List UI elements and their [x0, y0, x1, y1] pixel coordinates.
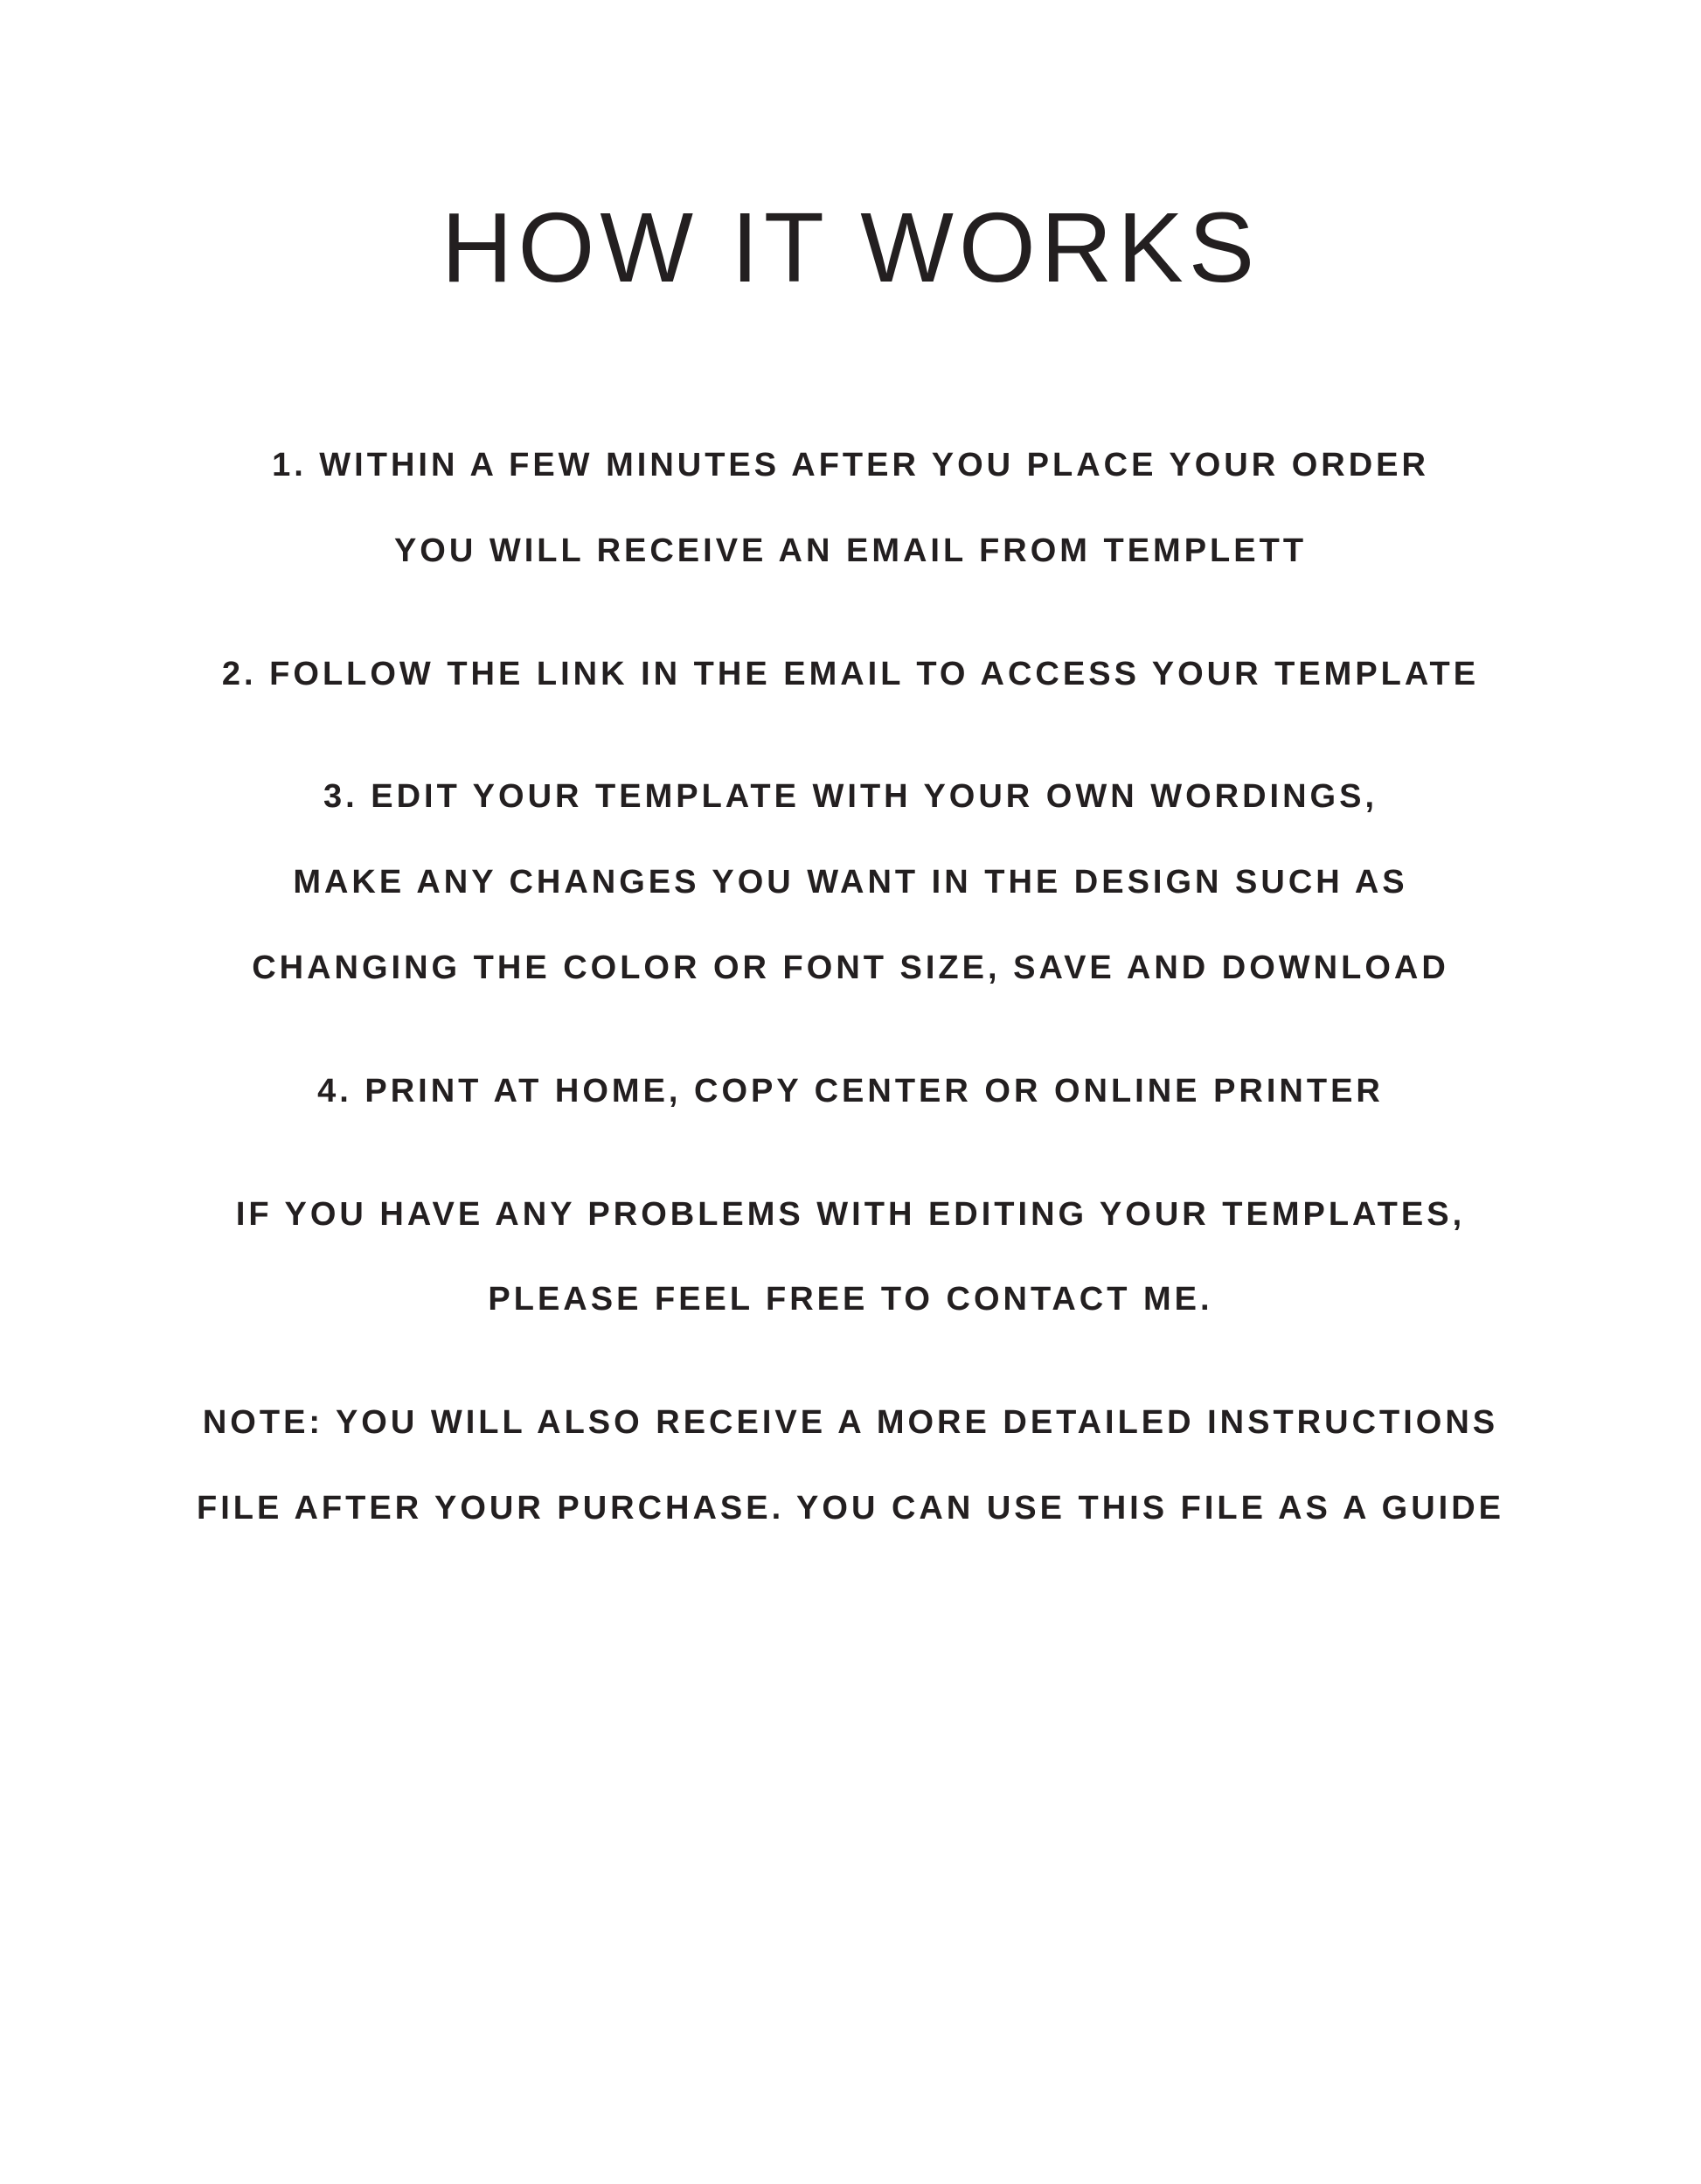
detailed-instructions-note-line-1: NOTE: YOU WILL ALSO RECEIVE A MORE DETAILED INSTRUCTIONS	[202, 1404, 1499, 1442]
step-3-line-2: MAKE ANY CHANGES YOU WANT IN THE DESIGN SUCH AS	[293, 864, 1408, 901]
step-4	[0, 1074, 1701, 1110]
detailed-instructions-note	[0, 1405, 1701, 1527]
contact-note	[0, 1197, 1701, 1319]
step-2	[0, 657, 1701, 693]
detailed-instructions-note-line-2: FILE AFTER YOUR PURCHASE. YOU CAN USE THIS FILE AS A GUIDE	[197, 1489, 1504, 1527]
page-title: HOW IT WORKS	[441, 192, 1260, 303]
contact-note-line-1: IF YOU HAVE ANY PROBLEMS WITH EDITING YOUR TEMPLATES,	[235, 1195, 1466, 1233]
step-3-line-3: CHANGING THE COLOR OR FONT SIZE, SAVE AND DOWNLOAD	[252, 949, 1449, 986]
instructions-page	[0, 192, 1701, 2184]
step-2-line-1: 2. FOLLOW THE LINK IN THE EMAIL TO ACCESS YOUR TEMPLATE	[221, 655, 1480, 692]
step-3-line-1: 3. EDIT YOUR TEMPLATE WITH YOUR OWN WORDINGS,	[323, 778, 1378, 816]
step-1-line-2: YOU WILL RECEIVE AN EMAIL FROM TEMPLETT	[393, 532, 1308, 569]
step-4-line-1: 4. PRINT AT HOME, COPY CENTER OR ONLINE PRINTER	[317, 1072, 1384, 1109]
contact-note-line-2: PLEASE FEEL FREE TO CONTACT ME.	[488, 1281, 1213, 1318]
step-3	[0, 779, 1701, 986]
step-1	[0, 448, 1701, 570]
step-1-line-1: 1. WITHIN A FEW MINUTES AFTER YOU PLACE YOUR ORDER	[272, 447, 1429, 483]
